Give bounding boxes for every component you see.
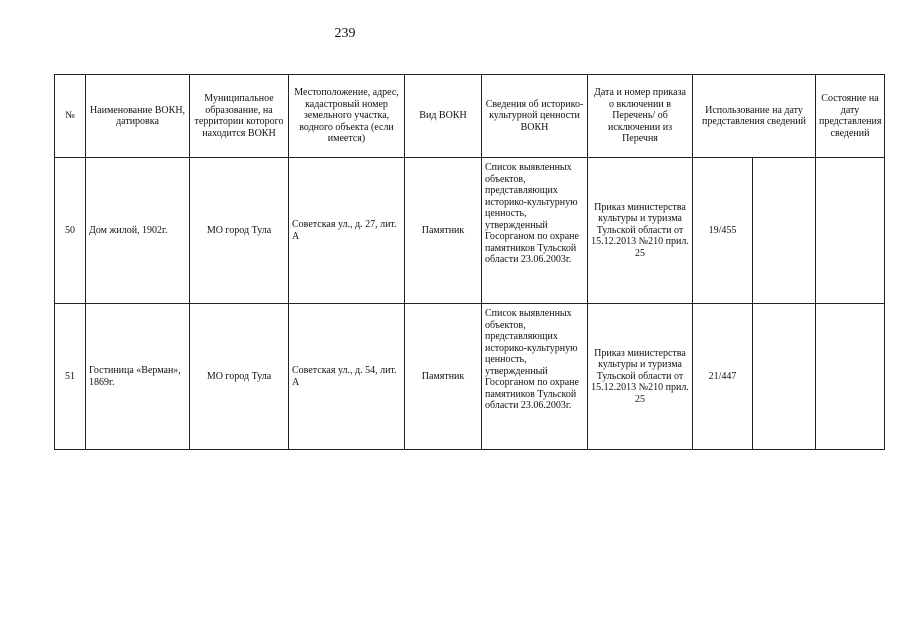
header-municipality: Муниципальное образование, на территории которого находится ВОКН [190, 75, 289, 158]
cell-state [816, 304, 885, 450]
heritage-objects-table [54, 74, 885, 450]
table-row [55, 158, 885, 304]
header-num: № [55, 75, 86, 158]
cell-location: Советская ул., д. 27, лит. А [289, 158, 405, 304]
table-header-row [55, 75, 885, 158]
cell-info: Список выявленных объектов, представляющих историко-культурную ценность, утвержденный Госорганом по охране памятников Тульской области 23.06.2003г. [482, 158, 588, 304]
header-usage: Использование на дату представления сведений [693, 75, 816, 158]
header-name: Наименование ВОКН, датировка [86, 75, 190, 158]
cell-municipality: МО город Тула [190, 304, 289, 450]
cell-usage-extra [753, 304, 816, 450]
cell-num: 51 [55, 304, 86, 450]
header-state: Состояние на дату представления сведений [816, 75, 885, 158]
cell-usage-code: 21/447 [693, 304, 753, 450]
cell-name: Дом жилой, 1902г. [86, 158, 190, 304]
cell-num: 50 [55, 158, 86, 304]
cell-order: Приказ министерства культуры и туризма Тульской области от 15.12.2013 №210 прил. 25 [588, 304, 693, 450]
header-order: Дата и номер приказа о включении в Перечень/ об исключении из Перечня [588, 75, 693, 158]
page-number: 239 [334, 26, 356, 41]
cell-info: Список выявленных объектов, представляющих историко-культурную ценность, утвержденный Госорганом по охране памятников Тульской области 23.06.2003г. [482, 304, 588, 450]
header-location: Местоположение, адрес, кадастровый номер земельного участка, водного объекта (если имеется) [289, 75, 405, 158]
cell-location: Советская ул., д. 54, лит. А [289, 304, 405, 450]
cell-order: Приказ министерства культуры и туризма Тульской области от 15.12.2013 №210 прил. 25 [588, 158, 693, 304]
cell-usage-code: 19/455 [693, 158, 753, 304]
header-type: Вид ВОКН [405, 75, 482, 158]
cell-usage-extra [753, 158, 816, 304]
cell-name: Гостиница «Верман», 1869г. [86, 304, 190, 450]
table-row [55, 304, 885, 450]
header-info: Сведения об историко-культурной ценности ВОКН [482, 75, 588, 158]
cell-municipality: МО город Тула [190, 158, 289, 304]
cell-type: Памятник [405, 304, 482, 450]
cell-type: Памятник [405, 158, 482, 304]
cell-state [816, 158, 885, 304]
